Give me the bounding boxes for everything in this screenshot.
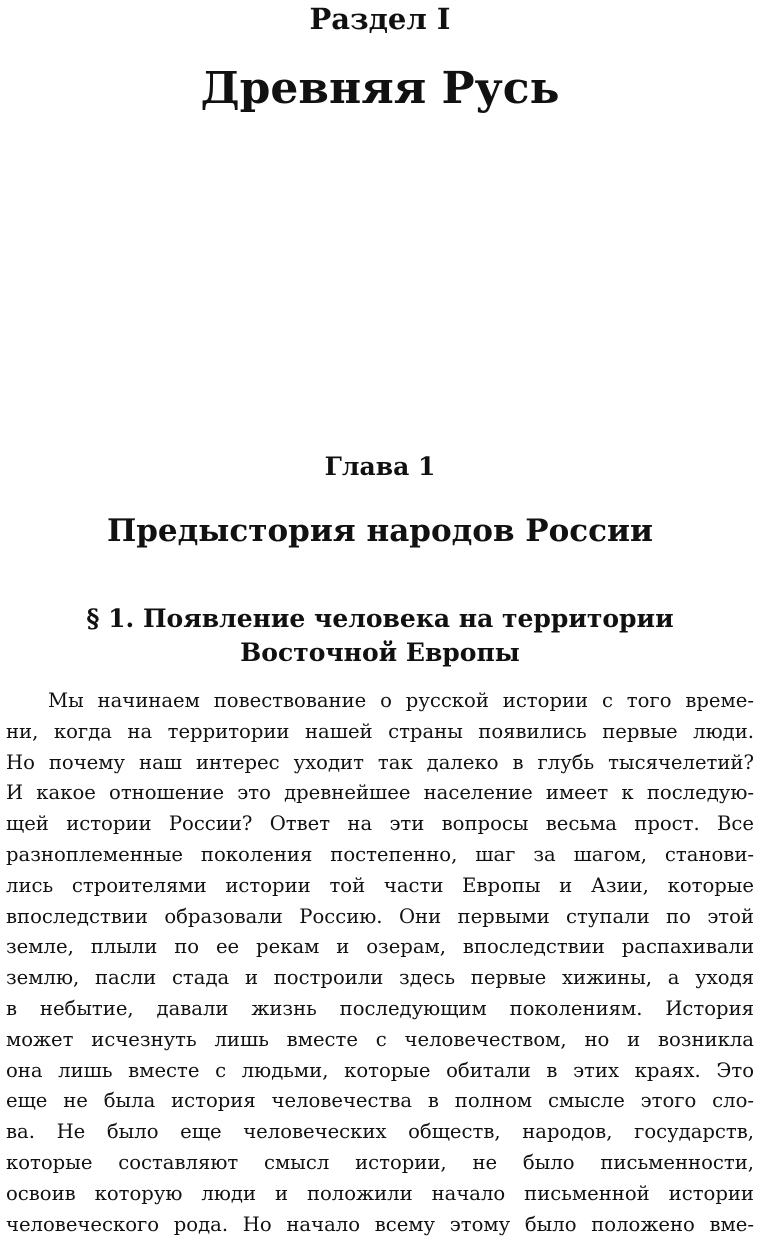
paragraph-title-line-2: Восточной Европы: [240, 638, 520, 667]
text-line: ни, когда на территории нашей страны появились первые люди.: [6, 719, 754, 743]
paragraph-title: [0, 602, 760, 670]
chapter-title: Предыстория народов России: [106, 513, 654, 549]
text-line: впоследствии образовали Россию. Они первыми ступали по этой: [6, 904, 754, 928]
text-line: Но почему наш интерес уходит так далеко в глубь тысячелетий?: [6, 750, 754, 774]
text-line: земле, плыли по ее рекам и озерам, впоследствии распахивали: [6, 935, 754, 959]
text-line: в небытие, давали жизнь последующим поколениям. История: [6, 996, 754, 1020]
text-line: землю, пасли стада и построили здесь первые хижины, а уходя: [6, 966, 754, 990]
text-line: разноплеменные поколения постепенно, шаг за шагом, станови-: [6, 842, 754, 866]
body-text: [6, 686, 754, 1240]
text-line: она лишь вместе с людьми, которые обитали в этих краях. Это: [6, 1058, 754, 1082]
text-line: которые составляют смысл истории, не было письменности,: [6, 1150, 754, 1174]
text-line: может исчезнуть лишь вместе с человечеством, но и возникла: [6, 1027, 754, 1051]
text-line: ва. Не было еще человеческих обществ, народов, государств,: [6, 1120, 754, 1144]
chapter-label: Глава 1: [324, 452, 436, 481]
text-line: человеческого рода. Но начало всему этому было положено вме-: [6, 1212, 754, 1236]
text-line: Мы начинаем повествование о русской истории с того време-: [48, 689, 754, 712]
text-line: И какое отношение это древнейшее население имеет к последую-: [6, 781, 754, 805]
section-label: Раздел I: [309, 2, 451, 36]
section-title: Древняя Русь: [200, 63, 560, 114]
text-line: лись строителями истории той части Европы и Азии, которые: [6, 873, 754, 897]
text-line: освоив которую люди и положили начало письменной истории: [6, 1181, 754, 1205]
text-line: щей истории России? Ответ на эти вопросы весьма прост. Все: [6, 812, 754, 836]
text-line: еще не была история человечества в полном смысле этого сло-: [6, 1089, 754, 1113]
paragraph-title-line-1: § 1. Появление человека на территории: [86, 604, 674, 633]
